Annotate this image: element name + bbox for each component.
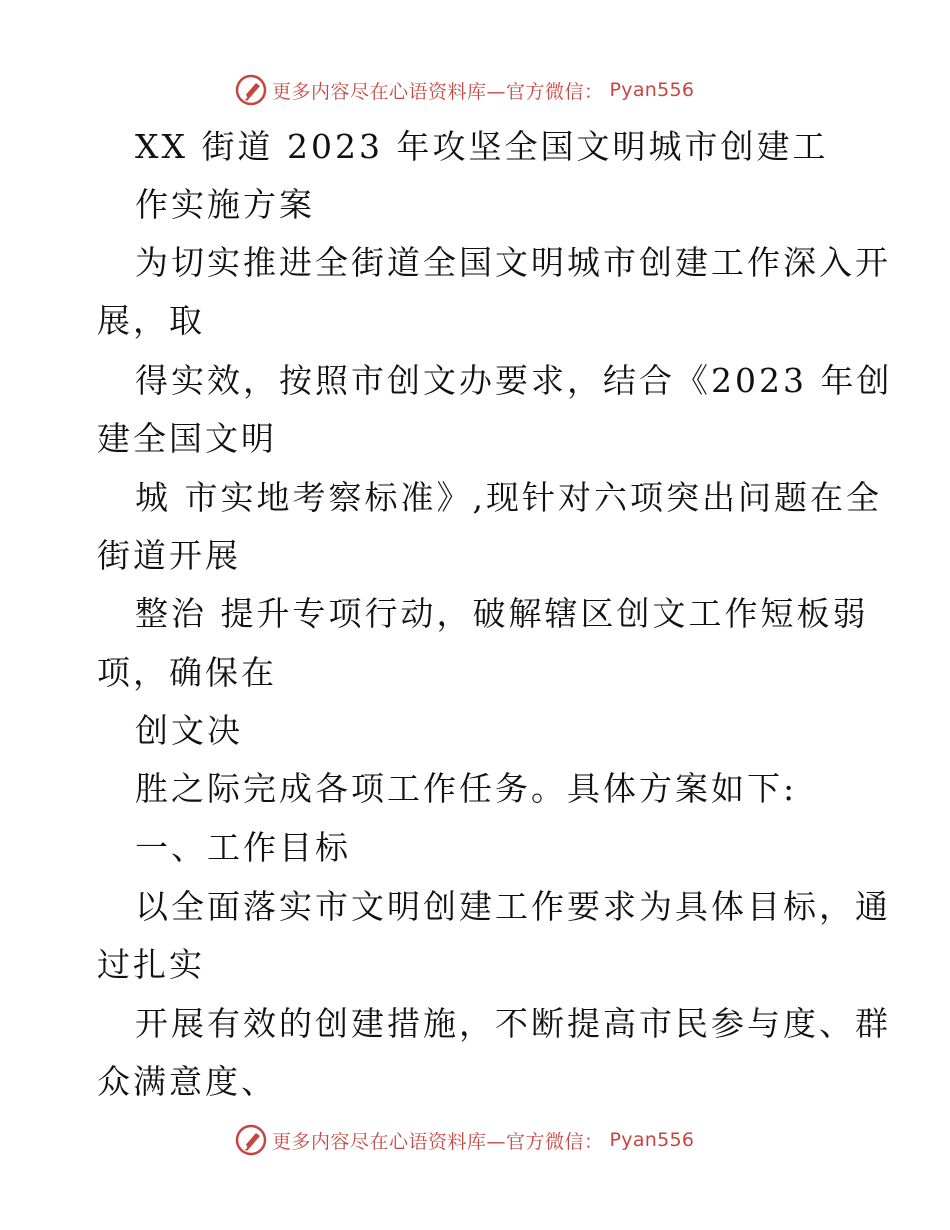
paragraph-line: 开展有效的创建措施，不断提高市民参与度、群 (135, 1004, 891, 1043)
paragraph-line: 创文决 (135, 711, 243, 750)
watermark-text: 更多内容尽在心语资料库—官方微信： (272, 1130, 604, 1153)
document-title-line-1: XX 街道 2023 年攻坚全国文明城市创建工 (135, 127, 829, 166)
paragraph-line: 得实效，按照市创文办要求，结合《2023 年创 (135, 361, 893, 400)
watermark-wechat-id: Pyan556 (609, 1129, 695, 1151)
paragraph-line: 项，确保在 (97, 653, 277, 692)
paragraph-line: 为切实推进全街道全国文明城市创建工作深入开 (135, 243, 891, 282)
paragraph-line: 过扎实 (97, 945, 205, 984)
pen-logo-icon (234, 73, 268, 107)
document-title-line-2: 作实施方案 (135, 185, 315, 224)
paragraph-line: 胜之际完成各项工作任务。具体方案如下: (135, 769, 798, 808)
watermark-header (234, 72, 694, 108)
pen-logo-icon (234, 1123, 268, 1157)
paragraph-line: 众满意度、 (97, 1062, 277, 1101)
watermark-text: 更多内容尽在心语资料库—官方微信： (272, 80, 604, 103)
watermark-wechat-id: Pyan556 (609, 79, 695, 101)
paragraph-line: 城 市实地考察标准》,现针对六项突出问题在全 (135, 478, 882, 517)
paragraph-line: 街道开展 (97, 536, 241, 575)
watermark-footer (234, 1122, 694, 1158)
section-heading: 一、工作目标 (135, 828, 351, 867)
paragraph-line: 展，取 (97, 301, 205, 340)
paragraph-line: 建全国文明 (97, 419, 277, 458)
paragraph-line: 以全面落实市文明创建工作要求为具体目标，通 (135, 887, 891, 926)
paragraph-line: 整治 提升专项行动，破解辖区创文工作短板弱 (135, 594, 869, 633)
